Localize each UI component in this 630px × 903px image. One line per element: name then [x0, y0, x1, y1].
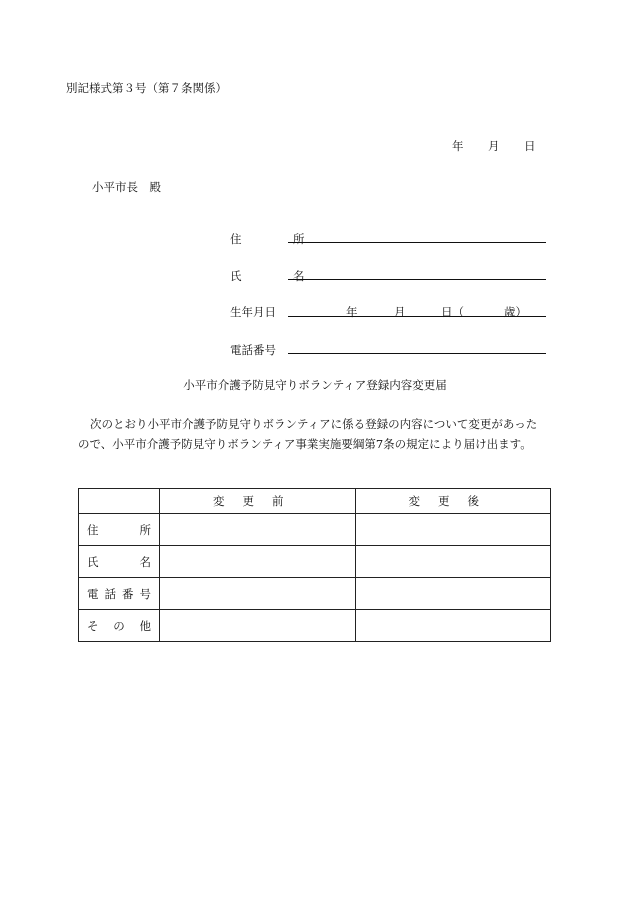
addressee: 小平市長 殿	[92, 180, 161, 194]
other-after-cell[interactable]	[355, 610, 551, 642]
body-line-2: ので、小平市介護予防見守りボランティア事業実施要綱第7条の規定により届け出ます。	[78, 437, 532, 451]
table-row	[79, 546, 551, 578]
name-after-cell[interactable]	[355, 546, 551, 578]
date-year: 年	[452, 139, 464, 153]
body-line-1: 次のとおり小平市介護予防見守りボランティアに係る登録の内容について変更があった	[90, 417, 538, 431]
change-table	[78, 488, 551, 642]
birthdate-field[interactable]	[288, 316, 546, 317]
body-text	[78, 414, 553, 454]
table-header-row	[79, 489, 551, 514]
address-before-cell[interactable]	[160, 514, 356, 546]
row-label-other: その他	[79, 610, 160, 642]
birth-year-unit: 年	[346, 305, 358, 319]
row-label-name: 氏名	[79, 546, 160, 578]
birth-day-unit: 日（	[441, 305, 464, 319]
form-number: 別記様式第３号（第７条関係）	[66, 81, 227, 95]
name-field[interactable]	[288, 279, 546, 280]
birth-month-unit: 月	[394, 305, 406, 319]
submission-date	[452, 138, 536, 154]
phone-before-cell[interactable]	[160, 578, 356, 610]
address-label: 住 所	[230, 232, 325, 246]
address-field[interactable]	[288, 242, 546, 243]
name-before-cell[interactable]	[160, 546, 356, 578]
row-label-phone: 電話番号	[79, 578, 160, 610]
address-after-cell[interactable]	[355, 514, 551, 546]
table-row	[79, 610, 551, 642]
header-before: 変更前	[160, 489, 356, 514]
document-title: 小平市介護予防見守りボランティア登録内容変更届	[183, 378, 447, 392]
birth-age-unit: 歳）	[504, 305, 527, 319]
header-after: 変更後	[355, 489, 551, 514]
phone-field[interactable]	[288, 353, 546, 354]
row-label-address: 住所	[79, 514, 160, 546]
header-empty	[79, 489, 160, 514]
date-day: 日	[524, 139, 536, 153]
name-label: 氏 名	[230, 269, 325, 283]
date-month: 月	[488, 139, 500, 153]
other-before-cell[interactable]	[160, 610, 356, 642]
table-row	[79, 514, 551, 546]
table-row	[79, 578, 551, 610]
phone-label: 電話番号	[230, 343, 276, 357]
phone-after-cell[interactable]	[355, 578, 551, 610]
birthdate-label: 生年月日	[230, 305, 276, 319]
